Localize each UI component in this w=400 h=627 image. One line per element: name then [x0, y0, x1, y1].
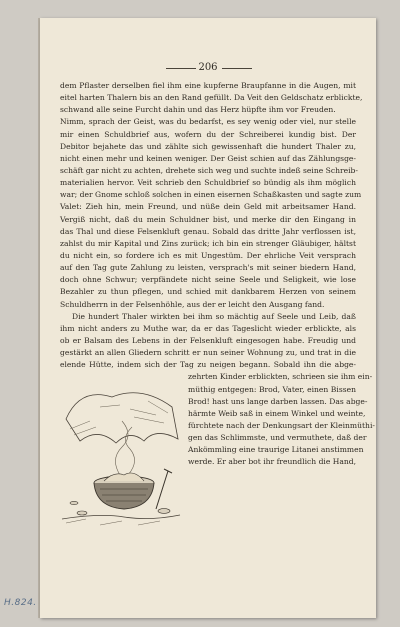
- rising-steam: [115, 421, 134, 475]
- text-line: fürchtete nach der Denkungsart der Kleinmüthi-: [188, 420, 375, 430]
- text-line: Ankömmling eine traurige Litanei anstimmen: [188, 445, 364, 455]
- cave-rock: [66, 393, 178, 443]
- full-width-lines: [60, 80, 363, 371]
- text-line: Valet: Zieh hin, mein Freund, und nüße dein Geld mit arbeitsamer Hand.: [60, 202, 356, 212]
- text-line: doch ohne Schwur; verpfändete nicht seine Seele und Seligkeit, wie lose: [60, 275, 356, 285]
- text-line: schwand alle seine Furcht dahin und das Herz hüpfte ihm vor Freuden.: [60, 105, 336, 115]
- coin-heap: [104, 473, 144, 481]
- ground-hatching: [66, 519, 160, 525]
- rock-hatching: [70, 401, 168, 435]
- text-line: schäft gar nicht zu achten, drehete sich weg und suchte indeß seine Schreib-: [60, 165, 358, 175]
- header-rule-right: [222, 68, 252, 69]
- text-line: gen das Schlimmste, und vermuthete, daß der: [188, 433, 367, 443]
- text-line: eitel harten Thalern bis an den Rand gefüllt. Da Veit den Geldschatz erblickte,: [60, 93, 363, 103]
- woodcut-illustration: [60, 379, 182, 529]
- text-line: Schuldherrn in der Felsenhöhle, aus der er leicht den Ausgang fand.: [60, 299, 325, 309]
- text-line: härmte Weib saß in einem Winkel und weinte,: [188, 408, 366, 418]
- pencil-shelfmark: H.824.: [4, 598, 37, 608]
- text-line: das Thal und diese Felsenkluft genau. Sobald das dritte Jahr verflossen ist,: [60, 226, 356, 236]
- coin: [158, 509, 170, 514]
- text-line: werde. Er aber bot ihr freundlich die Hand,: [188, 457, 357, 467]
- text-line: Bezahler zu thun pflegen, und schied mit dankbarem Herzen von seinem: [60, 287, 356, 297]
- text-line: materialien hervor. Veit schrieb den Schuldbrief so bündig als ihm möglich: [60, 178, 356, 188]
- coin: [77, 511, 87, 515]
- text-line: Vergiß nicht, daß du mein Schuldner bist, und merke dir den Eingang in: [60, 214, 356, 224]
- text-line: ob er Balsam des Lebens in der Felsenkluft eingesogen habe. Freudig und: [60, 335, 356, 345]
- text-line: ihm nicht anders zu Muthe war, da er das Tageslicht wieder erblickte, als: [60, 323, 356, 333]
- text-line: zahlst du mir Kapital und Zins zurück; ich bin ein strenger Gläubiger, hältst: [60, 238, 356, 248]
- text-line: Debitor bejahete das und zählte sich gewissenhaft die hundert Thaler zu,: [60, 141, 356, 151]
- page-number: 206: [198, 62, 218, 73]
- text-line: Brod! hast uns lange darben lassen. Das abge-: [188, 396, 368, 406]
- text-line: nicht einen mehr und keinen weniger. Der Geist schien auf das Zählungsge-: [60, 153, 356, 163]
- kettle-body: [94, 483, 154, 509]
- spade: [156, 469, 172, 509]
- text-line: Nimm, sprach der Geist, was du bedarfst, es sey wenig oder viel, nur stelle: [60, 117, 356, 127]
- text-line: du nicht ein, so fordere ich es mit Ungestüm. Der ehrliche Veit versprach: [60, 250, 356, 260]
- ground: [62, 515, 180, 519]
- coin: [70, 501, 78, 504]
- text-line: Die hundert Thaler wirkten bei ihm so mächtig auf Seele und Leib, daß: [72, 311, 356, 321]
- text-line: gestärkt an allen Gliedern schritt er nun seiner Wohnung zu, und trat in die: [60, 348, 356, 358]
- text-line: dem Pflaster derselben fiel ihm eine kupferne Braupfanne in die Augen, mit: [60, 81, 356, 90]
- text-line: zehrten Kinder erblickten, schrieen sie ihm ein-: [188, 372, 373, 382]
- book-page: [40, 18, 376, 618]
- text-line: mir einen Schuldbrief aus, wofern du der Schreiberei kundig bist. Der: [60, 129, 356, 139]
- text-line: auf den Tag gute Zahlung zu leisten, versprach's mit seiner biedern Hand,: [60, 263, 356, 273]
- text-line: elende Hütte, indem sich der Tag zu neigen begann. Sobald ihn die abge-: [60, 360, 356, 370]
- text-line: müthig entgegen: Brod, Vater, einen Bissen: [188, 384, 356, 394]
- text-line: war; der Gnome schloß solchen in einen eisernen Schaßkasten und sagte zum: [60, 190, 362, 200]
